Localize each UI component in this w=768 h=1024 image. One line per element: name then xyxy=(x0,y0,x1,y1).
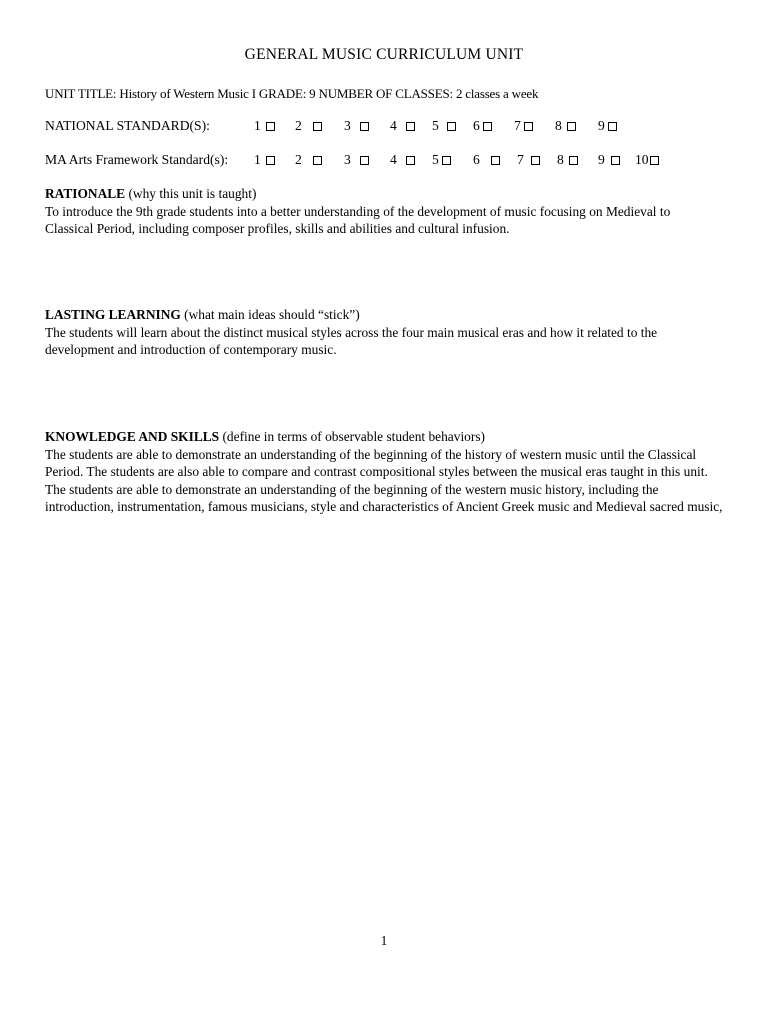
national-standard-option[interactable]: 7 xyxy=(514,117,533,135)
national-standard-option[interactable]: 5 xyxy=(432,117,456,135)
page-number: 1 xyxy=(380,933,388,948)
ma-standard-option[interactable]: 6 xyxy=(473,151,500,169)
checkbox-icon[interactable] xyxy=(313,122,322,131)
ma-standard-option[interactable]: 5 xyxy=(432,151,451,169)
checkbox-icon[interactable] xyxy=(491,156,500,165)
ma-standard-option[interactable]: 3 xyxy=(344,151,369,169)
rationale-subheading: (why this unit is taught) xyxy=(125,186,257,201)
checkbox-icon[interactable] xyxy=(313,156,322,165)
national-standard-option[interactable]: 6 xyxy=(473,117,492,135)
checkbox-icon[interactable] xyxy=(650,156,659,165)
checkbox-icon[interactable] xyxy=(483,122,492,131)
ma-standard-option[interactable]: 1 xyxy=(254,151,275,169)
national-standards-label: NATIONAL STANDARD(S): xyxy=(45,118,210,133)
checkbox-icon[interactable] xyxy=(442,156,451,165)
national-standard-option[interactable]: 9 xyxy=(598,117,617,135)
checkbox-icon[interactable] xyxy=(569,156,578,165)
checkbox-icon[interactable] xyxy=(406,156,415,165)
national-standard-option[interactable]: 1 xyxy=(254,117,275,135)
knowledge-skills-paragraph-1: The students are able to demonstrate an understanding of the beginning of the history of western music until the Classical Period. The students are also able to compare and contrast compositional styles between the musical eras taught in this unit. xyxy=(45,446,708,480)
lasting-learning-subheading: (what main ideas should “stick”) xyxy=(180,307,360,322)
ma-standard-option[interactable]: 7 xyxy=(517,151,540,169)
knowledge-skills-heading: KNOWLEDGE AND SKILLS xyxy=(45,429,220,444)
knowledge-skills-section xyxy=(45,428,725,516)
ma-framework-standards-label: MA Arts Framework Standard(s): xyxy=(45,152,229,167)
ma-standard-option[interactable]: 4 xyxy=(390,151,415,169)
knowledge-skills-subheading: (define in terms of observable student behaviors) xyxy=(219,429,485,444)
lasting-learning-section xyxy=(45,306,725,359)
checkbox-icon[interactable] xyxy=(406,122,415,131)
national-standard-option[interactable]: 2 xyxy=(295,117,322,135)
document-title: GENERAL MUSIC CURRICULUM UNIT xyxy=(244,46,524,63)
checkbox-icon[interactable] xyxy=(360,122,369,131)
lasting-learning-heading: LASTING LEARNING xyxy=(45,307,181,322)
lasting-learning-body: The students will learn about the distinct musical styles across the four main musical eras and how it related to the development and introduction of contemporary music. xyxy=(45,324,658,358)
checkbox-icon[interactable] xyxy=(447,122,456,131)
checkbox-icon[interactable] xyxy=(611,156,620,165)
unit-title-line: UNIT TITLE: History of Western Music I GRADE: 9 NUMBER OF CLASSES: 2 classes a week xyxy=(45,86,539,101)
national-standard-option[interactable]: 4 xyxy=(390,117,415,135)
national-standard-option[interactable]: 3 xyxy=(344,117,369,135)
ma-standard-option[interactable]: 10 xyxy=(635,151,659,169)
checkbox-icon[interactable] xyxy=(608,122,617,131)
knowledge-skills-paragraph-2: The students are able to demonstrate an understanding of the beginning of the western music history, including the introduction, instrumentation, famous musicians, style and characteristics of Ancient Greek music and Medieval sacred music, xyxy=(45,481,723,515)
ma-framework-standards-row xyxy=(45,151,745,171)
national-standards-row xyxy=(45,117,745,137)
ma-standard-option[interactable]: 8 xyxy=(557,151,578,169)
checkbox-icon[interactable] xyxy=(531,156,540,165)
checkbox-icon[interactable] xyxy=(266,122,275,131)
national-standard-option[interactable]: 8 xyxy=(555,117,576,135)
rationale-heading: RATIONALE xyxy=(45,186,126,201)
checkbox-icon[interactable] xyxy=(524,122,533,131)
ma-standard-option[interactable]: 2 xyxy=(295,151,322,169)
checkbox-icon[interactable] xyxy=(567,122,576,131)
rationale-section xyxy=(45,185,725,238)
ma-standard-option[interactable]: 9 xyxy=(598,151,620,169)
checkbox-icon[interactable] xyxy=(266,156,275,165)
rationale-body: To introduce the 9th grade students into a better understanding of the development of music focusing on Medieval to Classical Period, including composer profiles, skills and abilities and cultural infusion. xyxy=(45,203,671,237)
checkbox-icon[interactable] xyxy=(360,156,369,165)
